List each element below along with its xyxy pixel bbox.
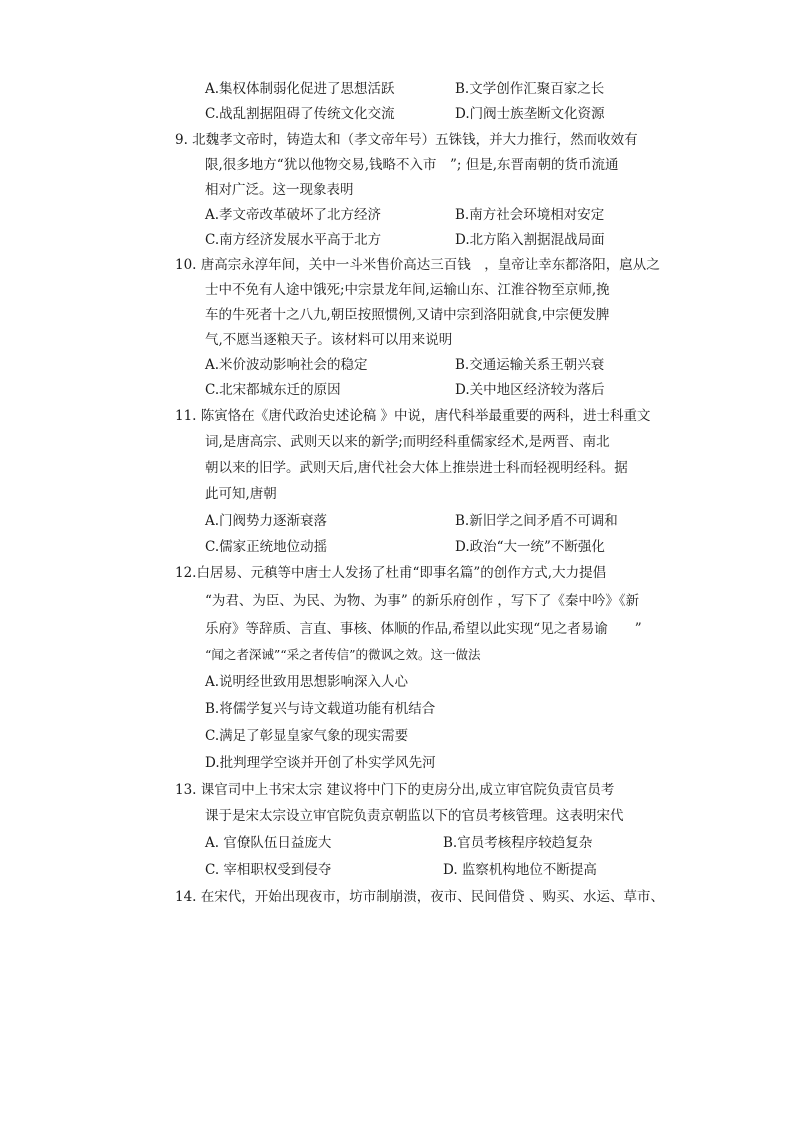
option-a: A.集权体制弱化促进了思想活跃	[205, 81, 395, 97]
question-12-line2: “为君、为臣、为民、为物、为事” 的新乐府创作 ，写下了《秦中吟》《新	[205, 593, 640, 609]
question-9-line3: 相对广泛。这一现象表明	[205, 182, 354, 198]
option-c: C.战乱割据阻碍了传统文化交流	[205, 106, 395, 122]
question-10-option-b: B.交通运输关系王朝兴衰	[455, 357, 605, 373]
question-12-option-c: C.满足了彰显皇家气象的现实需要	[205, 728, 409, 744]
question-11-line1: 11. 陈寅恪在《唐代政治史述论稿 》中说，唐代科举最重要的两科，进士科重文	[175, 408, 651, 424]
question-14-line1: 14. 在宋代，开始出现夜市，坊市制崩溃，夜市、民间借贷 、购买、水运、草市、	[175, 889, 665, 905]
question-12-option-b: B.将儒学复兴与诗文载道功能有机结合	[205, 701, 436, 717]
question-12-line1: 12.白居易、元稹等中唐士人发扬了杜甫“即事名篇”的创作方式,大力提倡	[175, 565, 607, 581]
question-10-line4: 气,不愿当逐粮天子。该材料可以用来说明	[205, 332, 453, 348]
question-12-option-a: A.说明经世致用思想影响深入人心	[205, 674, 409, 690]
question-11-line2: 词,是唐高宗、武则天以来的新学;而明经科重儒家经术,是两晋、南北	[205, 434, 610, 450]
question-11-option-d: D.政治“大一统”不断强化	[455, 539, 605, 555]
question-11-option-c: C.儒家正统地位动摇	[205, 539, 328, 555]
question-9-option-d: D.北方陷入割据混战局面	[455, 232, 605, 248]
question-13-option-c: C. 宰相职权受到侵夺	[205, 862, 332, 878]
question-11-line3: 朝以来的旧学。武则天后,唐代社会大体上推崇进士科而轻视明经科。据	[205, 460, 628, 476]
question-9-option-b: B.南方社会环境相对安定	[455, 207, 605, 223]
question-12-option-d: D.批判理学空谈并开创了朴实学风先河	[205, 755, 436, 771]
question-12-line3: 乐府》等辞质、言直、事核、体顺的作品,希望以此实现“见之者易谕 ”	[205, 621, 642, 637]
question-11-option-a: A.门阀势力逐渐衰落	[205, 513, 328, 529]
question-10-line1: 10. 唐高宗永淳年间，关中一斗米售价高达三百钱 ，皇帝让幸东都洛阳，扈从之	[175, 257, 660, 273]
question-9-line2: 限,很多地方“犹以他物交易,钱略不入市 ”; 但是,东晋南朝的货币流通	[205, 157, 619, 173]
question-12-line4: “闻之者深诫”“采之者传信”的微讽之效。这一做法	[205, 647, 481, 662]
question-10-option-d: D.关中地区经济较为落后	[455, 382, 605, 398]
question-9-line1: 9. 北魏孝文帝时，铸造太和（孝文帝年号）五铢钱，并大力推行，然而收效有	[175, 132, 638, 148]
option-b: B.文学创作汇聚百家之长	[455, 81, 605, 97]
question-13-option-b: B.官员考核程序较趋复杂	[443, 835, 593, 851]
question-9-option-c: C.南方经济发展水平高于北方	[205, 232, 382, 248]
option-d: D.门阀士族垄断文化资源	[455, 106, 605, 122]
question-13-option-a: A. 官僚队伍日益庞大	[205, 835, 332, 851]
question-10-line3: 车的牛死者十之八九,朝臣按照惯例,又请中宗到洛阳就食,中宗便发脾	[205, 307, 610, 323]
question-10-line2: 士中不免有人途中饿死;中宗景龙年间,运输山东、江淮谷物至京师,挽	[205, 282, 610, 298]
question-10-option-c: C.北宋都城东迁的原因	[205, 382, 341, 398]
question-11-option-b: B.新旧学之间矛盾不可调和	[455, 513, 618, 529]
question-10-option-a: A.米价波动影响社会的稳定	[205, 357, 368, 373]
question-13-line2: 课于是宋太宗设立审官院负责京朝监以下的官员考核管理。这表明宋代	[205, 808, 624, 824]
question-13-option-d: D. 监察机构地位不断提高	[443, 862, 597, 878]
question-13-line1: 13. 课官司中上书宋太宗 建议将中门下的吏房分出,成立审官院负责官员考	[175, 782, 615, 798]
question-9-option-a: A.孝文帝改革破坏了北方经济	[205, 207, 382, 223]
question-11-line4: 此可知,唐朝	[205, 486, 277, 502]
